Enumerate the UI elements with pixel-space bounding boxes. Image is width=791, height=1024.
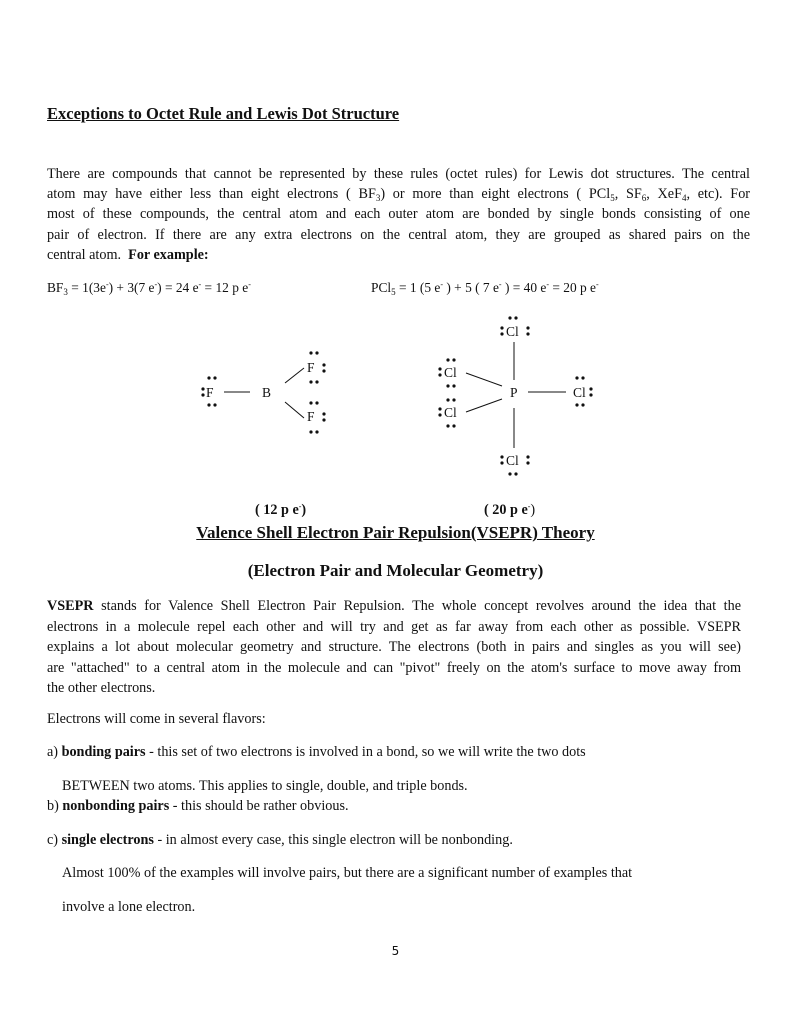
lewis-structures-figure — [0, 300, 791, 490]
bf3-equation: $BF_3 = 1(3e^-) + 3(7$ e-) = 24 e- = 12 p e- — [47, 280, 251, 297]
pcl5-caption: ( 20 p e-) — [484, 502, 536, 518]
paragraph-line: atom may have either less than eight electrons ( $BF_3$) or more than eight electrons ( PCl$_5$, $SF_6$, XeF$_4$, etc). For — [47, 186, 751, 204]
item-nonbonding-pairs: b) nonbonding pairs - this should be rather obvious. — [47, 798, 349, 814]
atom-f-bottom: F — [307, 409, 315, 424]
vsepr-bold-term: VSEPR — [47, 598, 94, 614]
paragraph-line: explains a lot about molecular geometry and structure. The electrons (both in pairs and singles as you will see) — [47, 639, 741, 656]
vsepr-title: Valence Shell Electron Pair Repulsion(VSEPR) Theory — [196, 523, 595, 542]
flavors-intro: Electrons will come in several flavors: — [47, 711, 266, 727]
item-single-electrons: c) single electrons - in almost every case, this single electron will be nonbonding. — [47, 832, 513, 848]
section-heading-exceptions: Exceptions to Octet Rule and Lewis Dot Structure — [47, 104, 400, 123]
page-number: 5 — [391, 944, 400, 958]
atom-cl-bottom: Cl — [506, 453, 519, 468]
item-bonding-pairs: a) bonding pairs - this set of two electrons is involved in a bond, so we will write the two dots — [47, 744, 586, 760]
note-line: involve a lone electron. — [62, 899, 196, 915]
paragraph-line: are "attached" to a central atom in the molecule and can "pivot" freely on the atom's surface to move away from — [47, 659, 741, 676]
vsepr-subtitle: (Electron Pair and Molecular Geometry) — [247, 561, 544, 580]
paragraph-line: the other electrons. — [47, 680, 156, 697]
for-example-label: For example: — [128, 246, 209, 263]
intro-paragraph — [47, 164, 750, 265]
atom-f-top: F — [307, 360, 315, 375]
paragraph-line: There are compounds that cannot be represented by these rules (octet rules) for Lewis dot structures. The central — [47, 166, 750, 182]
pcl5-lewis-structure — [438, 316, 592, 475]
item-bonding-pairs-continued: BETWEEN two atoms. This applies to single, double, and triple bonds. — [62, 778, 468, 794]
atom-cl-top: Cl — [506, 324, 519, 339]
vsepr-paragraph — [47, 596, 741, 699]
atom-cl-lower-left: Cl — [444, 405, 457, 420]
paragraph-line: most of these compounds, the central atom and each outer atom are bonded by single bonds consisting of one — [47, 206, 750, 223]
atom-f-left: F — [206, 385, 214, 400]
paragraph-line: VSEPR stands for Valence Shell Electron Pair Repulsion. The whole concept revolves around the idea that the — [47, 598, 741, 614]
pcl5-equation: PCl$_5$ = 1 (5 e- ) + 5 ( 7 e- ) = 40 e- = 20 p e- — [371, 280, 599, 297]
atom-p-center: P — [510, 385, 518, 400]
atom-b-center: B — [262, 385, 272, 400]
note-line: Almost 100% of the examples will involve pairs, but there are a significant number of examples that — [62, 865, 633, 881]
paragraph-line: electrons in a molecule repel each other and will try and get as far away from each other as possible. VSEPR — [47, 618, 741, 635]
atom-cl-right: Cl — [573, 385, 586, 400]
paragraph-line: central atom. For example: — [47, 246, 209, 263]
bf3-caption: ( 12 p e-) — [255, 502, 307, 518]
bf3-lewis-structure — [201, 351, 325, 433]
paragraph-line: pair of electron. If there are any extra electrons on the central atom, they are grouped as shared pairs on the — [47, 226, 750, 243]
atom-cl-upper-left: Cl — [444, 365, 457, 380]
